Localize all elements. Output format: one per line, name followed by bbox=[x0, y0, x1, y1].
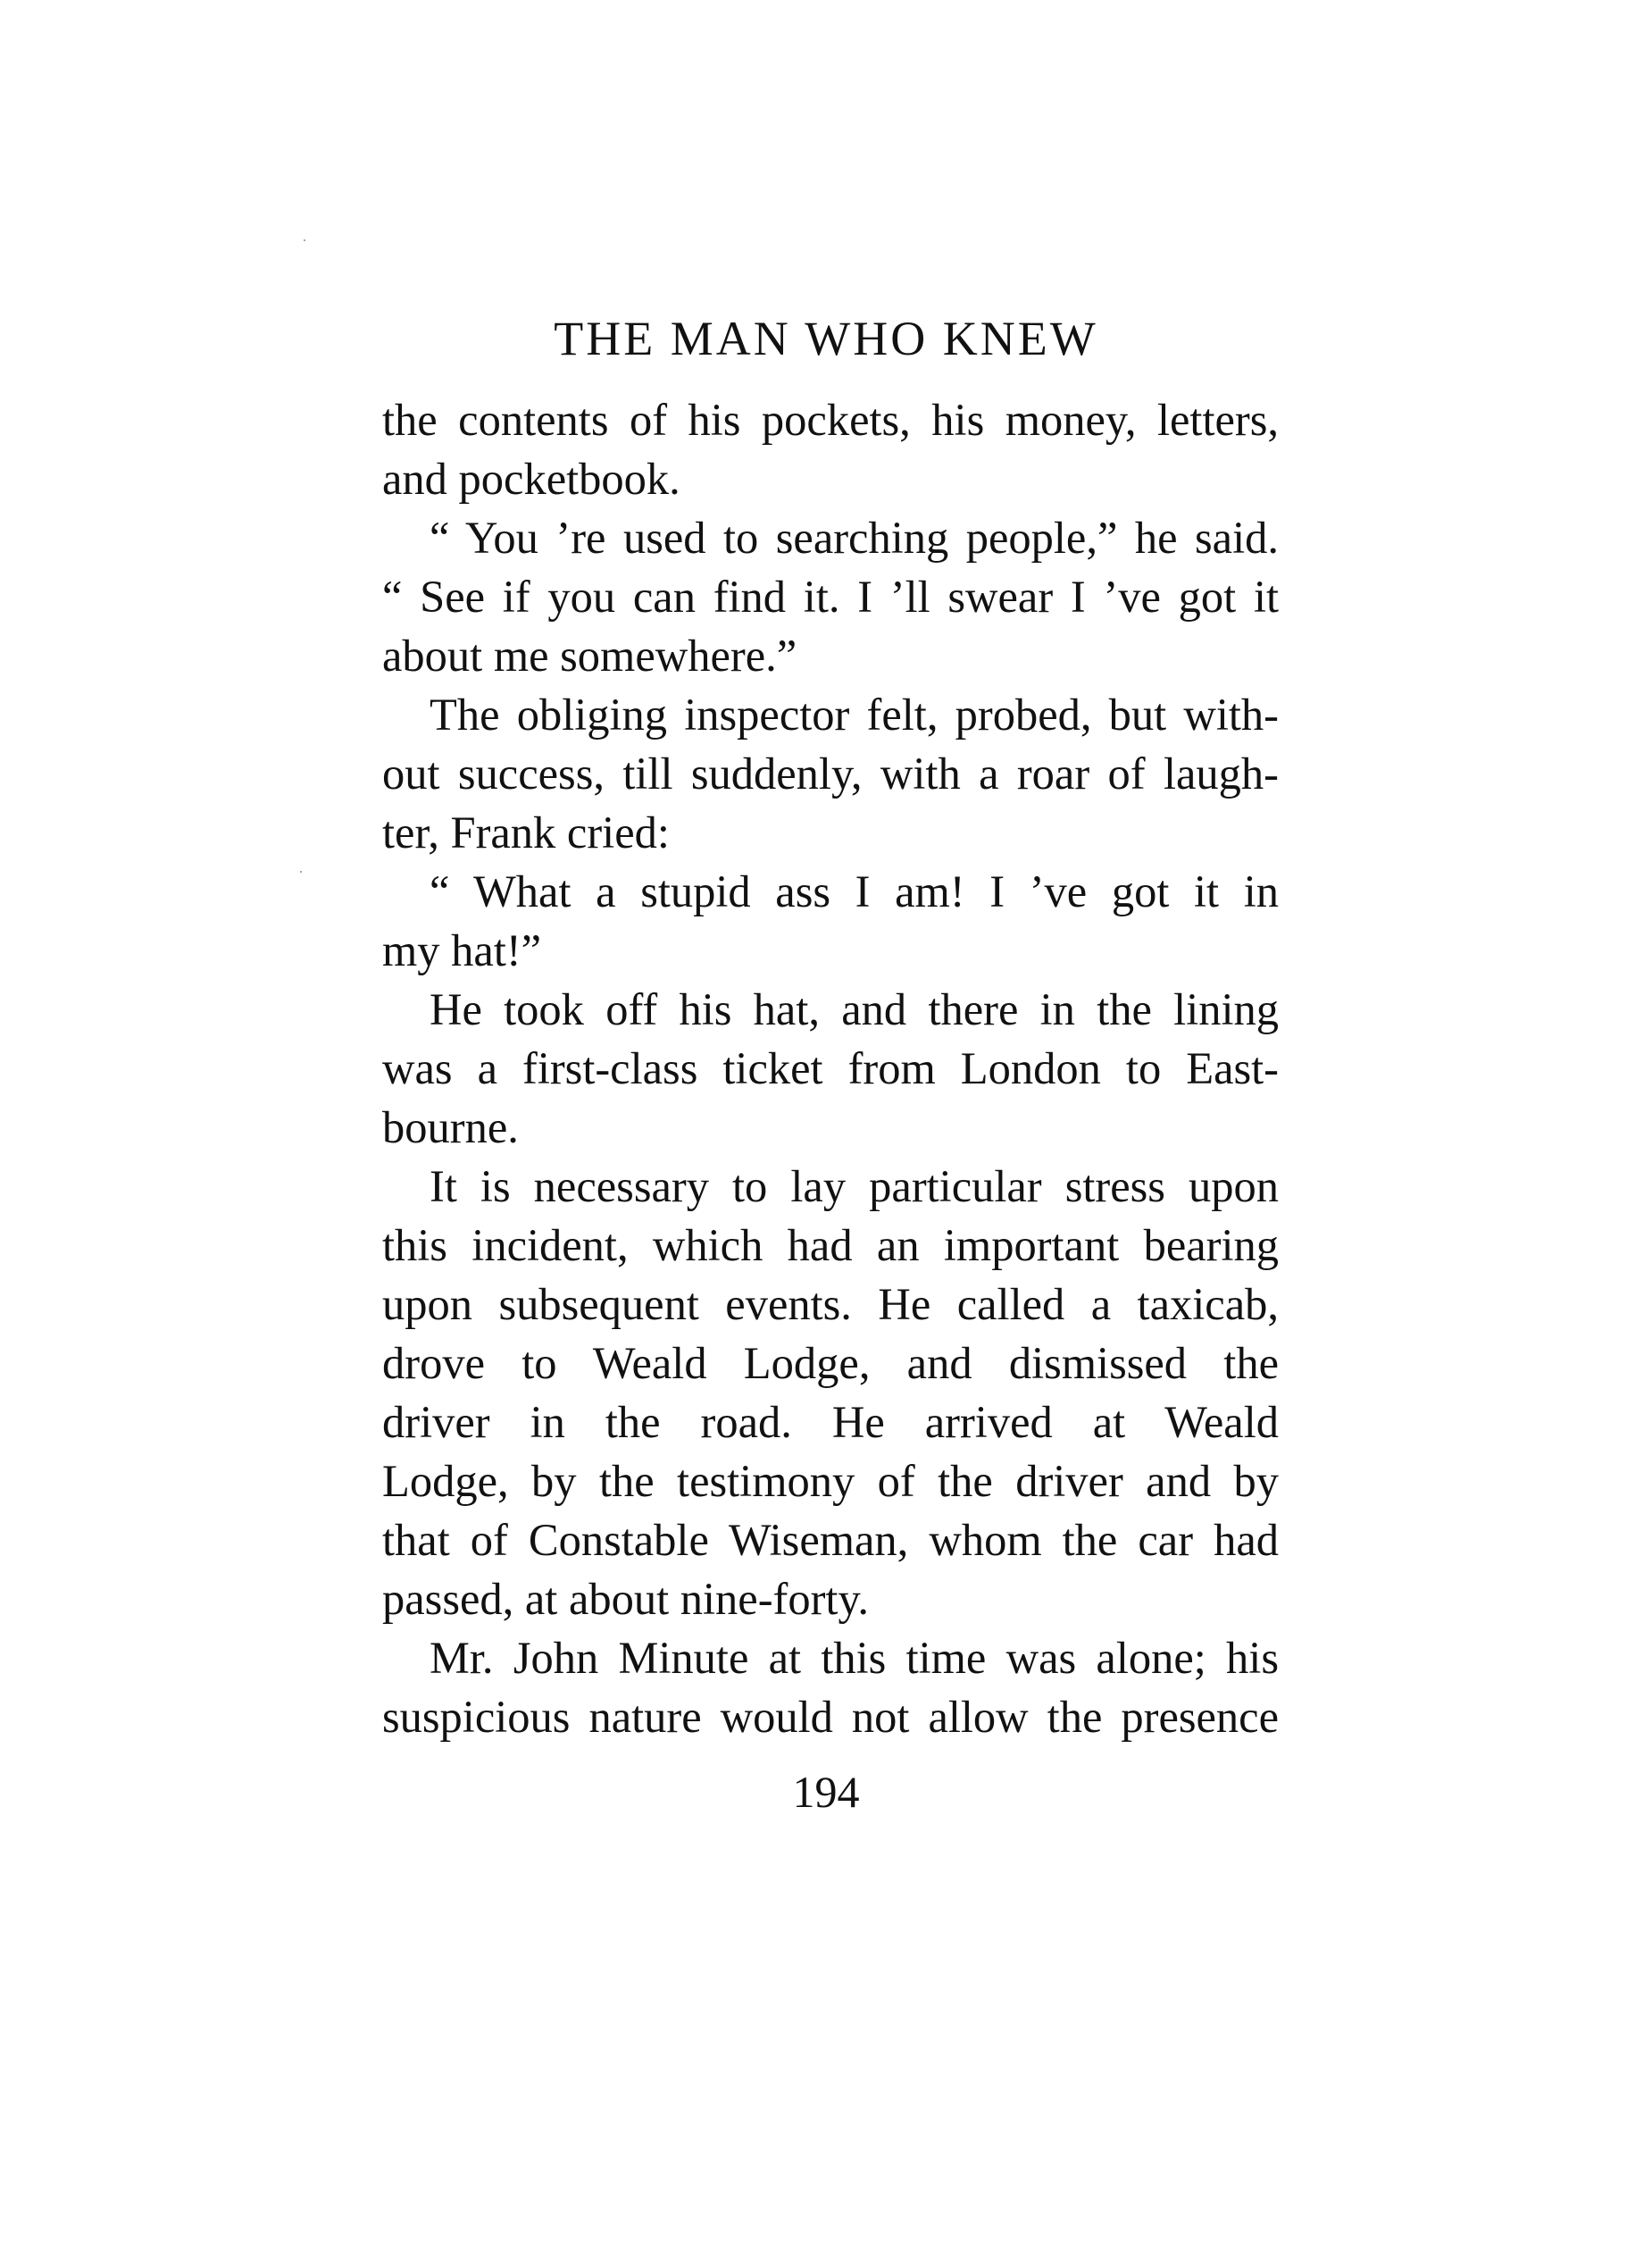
text-line: bourne. bbox=[382, 1102, 519, 1152]
text-line: He took off his hat, and there in the lining bbox=[430, 984, 1279, 1034]
text-line: out success, till suddenly, with a roar of laugh- bbox=[382, 749, 1279, 799]
text-line: the contents of his pockets, his money, letters, bbox=[382, 395, 1279, 445]
text-line: “ See if you can find it. I ’ll swear I ’ve got it bbox=[382, 572, 1279, 622]
text-line: this incident, which had an important bearing bbox=[382, 1220, 1279, 1270]
text-line: drove to Weald Lodge, and dismissed the bbox=[382, 1338, 1279, 1388]
text-line: about me somewhere.” bbox=[382, 631, 797, 681]
text-line: passed, at about nine-forty. bbox=[382, 1574, 870, 1624]
text-line: suspicious nature would not allow the presence bbox=[382, 1692, 1279, 1742]
page-number: 194 bbox=[792, 1767, 860, 1817]
text-line: Mr. John Minute at this time was alone; his bbox=[430, 1633, 1279, 1683]
paper-speck bbox=[304, 239, 305, 241]
text-line: It is necessary to lay particular stress upon bbox=[430, 1161, 1279, 1211]
text-line: ter, Frank cried: bbox=[382, 807, 670, 857]
text-line: upon subsequent events. He called a taxicab, bbox=[382, 1279, 1279, 1329]
text-line: my hat!” bbox=[382, 925, 542, 975]
paper-speck bbox=[300, 871, 302, 873]
text-line: Lodge, by the testimony of the driver and by bbox=[382, 1456, 1279, 1506]
text-line: The obliging inspector felt, probed, but with- bbox=[430, 690, 1279, 740]
text-line: and pocketbook. bbox=[382, 454, 680, 504]
text-line: “ What a stupid ass I am! I ’ve got it in bbox=[430, 866, 1279, 916]
text-line: “ You ’re used to searching people,” he said. bbox=[430, 513, 1279, 563]
text-line: driver in the road. He arrived at Weald bbox=[382, 1397, 1279, 1447]
running-head: THE MAN WHO KNEW bbox=[554, 312, 1098, 365]
text-line: was a first-class ticket from London to East- bbox=[382, 1043, 1279, 1093]
text-line: that of Constable Wiseman, whom the car had bbox=[382, 1515, 1279, 1565]
